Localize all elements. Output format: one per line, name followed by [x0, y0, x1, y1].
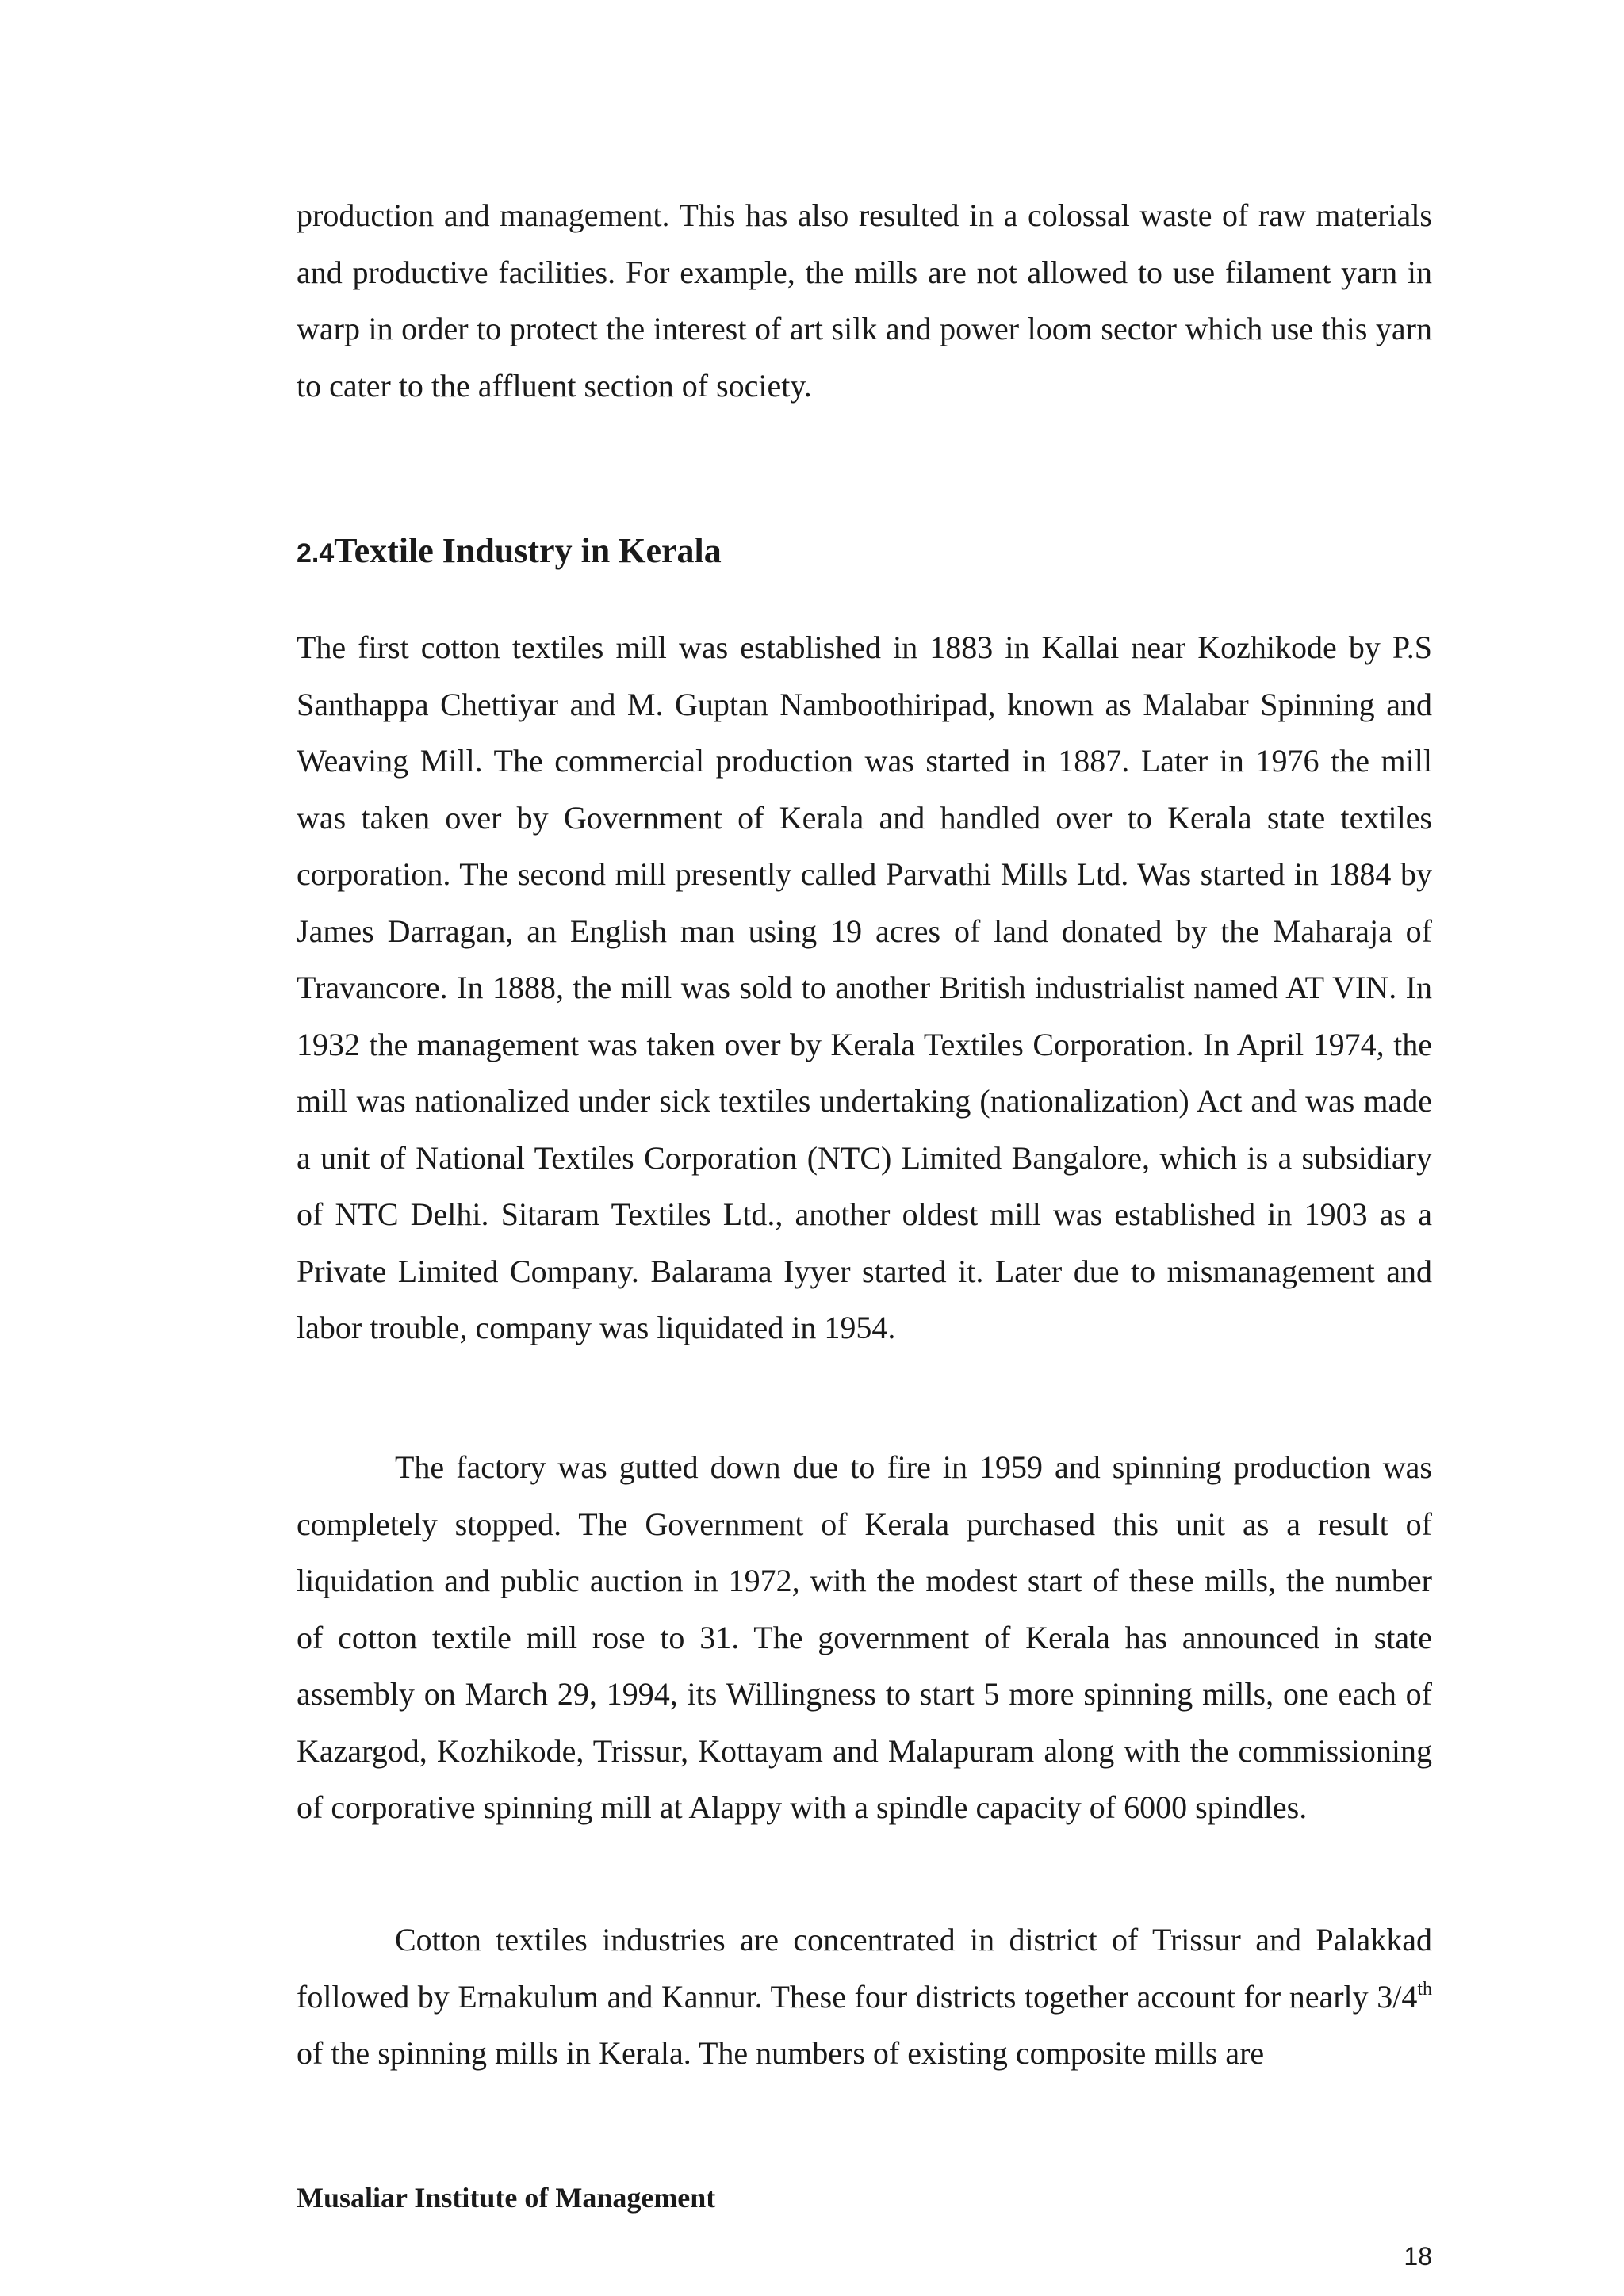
body-paragraph-districts — [297, 1911, 1432, 2082]
body-paragraph-fire: The factory was gutted down due to fire in 1959 and spinning production was completely stopped. The Government of Kerala purchased this unit as a result of liquidation and public auction in 1972, with the modest start of these mills, the number of cotton textile mill rose to 31. The government of Kerala has announced in state assembly on March 29, 1994, its Willingness to start 5 more spinning mills, one each of Kazargod, Kozhikode, Trissur, Kottayam and Malapuram along with the commissioning of corporative spinning mill at Alappy with a spindle capacity of 6000 spindles. — [297, 1449, 1432, 1825]
footer-institution: Musaliar Institute of Management — [297, 2182, 716, 2214]
section-number: 2.4 — [297, 538, 335, 568]
ordinal-superscript: th — [1417, 1978, 1432, 1999]
body-paragraph-continuation: production and management. This has also resulted in a colossal waste of raw materials and productive facilities. For example, the mills are not allowed to use filament yarn in warp in order to protect the interest of art silk and power loom sector which use this yarn to cater to the affluent section of society. — [297, 197, 1432, 404]
section-title: Textile Industry in Kerala — [334, 531, 722, 570]
page-number: 18 — [1404, 2242, 1432, 2271]
section-heading — [297, 527, 722, 577]
paragraph-text-start: Cotton textiles industries are concentrated in district of Trissur and Palakkad followed by Ernakulum and Kannur. These four districts together account for nearly 3/4 — [297, 1922, 1432, 2015]
paragraph-text-end: of the spinning mills in Kerala. The numbers of existing composite mills are — [297, 2035, 1265, 2071]
body-paragraph-history: The first cotton textiles mill was established in 1883 in Kallai near Kozhikode by P.S Santhappa Chettiyar and M. Guptan Namboothiripad, known as Malabar Spinning and Weaving Mill. The commercial production was started in 1887. Later in 1976 the mill was taken over by Government of Kerala and handled over to Kerala state textiles corporation. The second mill presently called Parvathi Mills Ltd. Was started in 1884 by James Darragan, an English man using 19 acres of land donated by the Maharaja of Travancore. In 1888, the mill was sold to another British industrialist named AT VIN. In 1932 the management was taken over by Kerala Textiles Corporation. In April 1974, the mill was nationalized under sick textiles undertaking (nationalization) Act and was made a unit of National Textiles Corporation (NTC) Limited Bangalore, which is a subsidiary of NTC Delhi. Sitaram Textiles Ltd., another oldest mill was established in 1903 as a Private Limited Company. Balarama Iyyer started it. Later due to mismanagement and labor trouble, company was liquidated in 1954. — [297, 629, 1432, 1345]
